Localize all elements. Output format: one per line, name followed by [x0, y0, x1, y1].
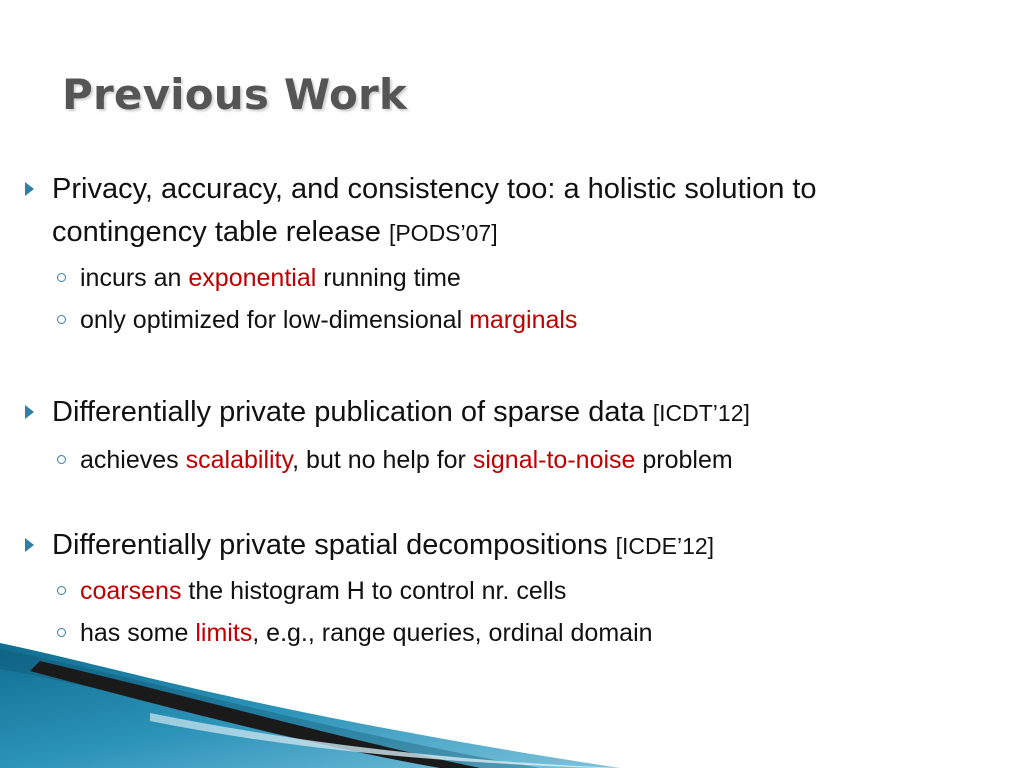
- sub-text: has some: [80, 619, 196, 647]
- highlight-text: limits: [195, 619, 253, 647]
- bullet-item-1-continuation: [52, 211, 498, 255]
- sub-text: incurs an: [80, 264, 189, 292]
- bullet-item-3: [52, 524, 714, 568]
- circle-bullet-icon: [57, 315, 66, 324]
- bullet-item-2: [52, 391, 750, 435]
- sub-bullet: [80, 442, 733, 478]
- sub-bullet: [80, 260, 461, 296]
- sub-text: the histogram H to control nr. cells: [181, 577, 567, 605]
- highlight-text: coarsens: [80, 577, 182, 605]
- sub-text: achieves: [80, 446, 186, 474]
- sub-text: , but no help for: [292, 446, 473, 474]
- slide-title: Previous Work: [62, 70, 408, 119]
- bullet-text: contingency table release: [52, 216, 389, 248]
- bullet-text: Differentially private publication of sparse data: [52, 396, 653, 428]
- bullet-item-1: [52, 168, 817, 211]
- sub-bullet: [80, 573, 566, 609]
- sub-bullet: [80, 302, 577, 338]
- circle-bullet-icon: [57, 273, 66, 282]
- bullet-text: Privacy, accuracy, and consistency too: a holistic solution to: [52, 173, 817, 205]
- circle-bullet-icon: [57, 455, 66, 464]
- bullet-text: Differentially private spatial decompositions: [52, 529, 616, 561]
- highlight-text: exponential: [188, 264, 317, 292]
- highlight-text: signal-to-noise: [472, 446, 636, 474]
- highlight-text: scalability: [185, 446, 293, 474]
- decorative-wave: [0, 643, 620, 768]
- highlight-text: marginals: [469, 306, 578, 334]
- sub-text: only optimized for low-dimensional: [80, 306, 470, 334]
- sub-text: , e.g., range queries, ordinal domain: [252, 619, 653, 647]
- citation-ref: [PODS’07]: [388, 220, 498, 246]
- citation-ref: [ICDE’12]: [615, 533, 715, 559]
- sub-text: running time: [316, 264, 461, 292]
- arrow-bullet-icon: [25, 538, 34, 552]
- arrow-bullet-icon: [25, 182, 34, 196]
- citation-ref: [ICDT’12]: [652, 400, 750, 426]
- arrow-bullet-icon: [25, 405, 34, 419]
- circle-bullet-icon: [57, 628, 66, 637]
- circle-bullet-icon: [57, 586, 66, 595]
- sub-text: problem: [635, 446, 733, 474]
